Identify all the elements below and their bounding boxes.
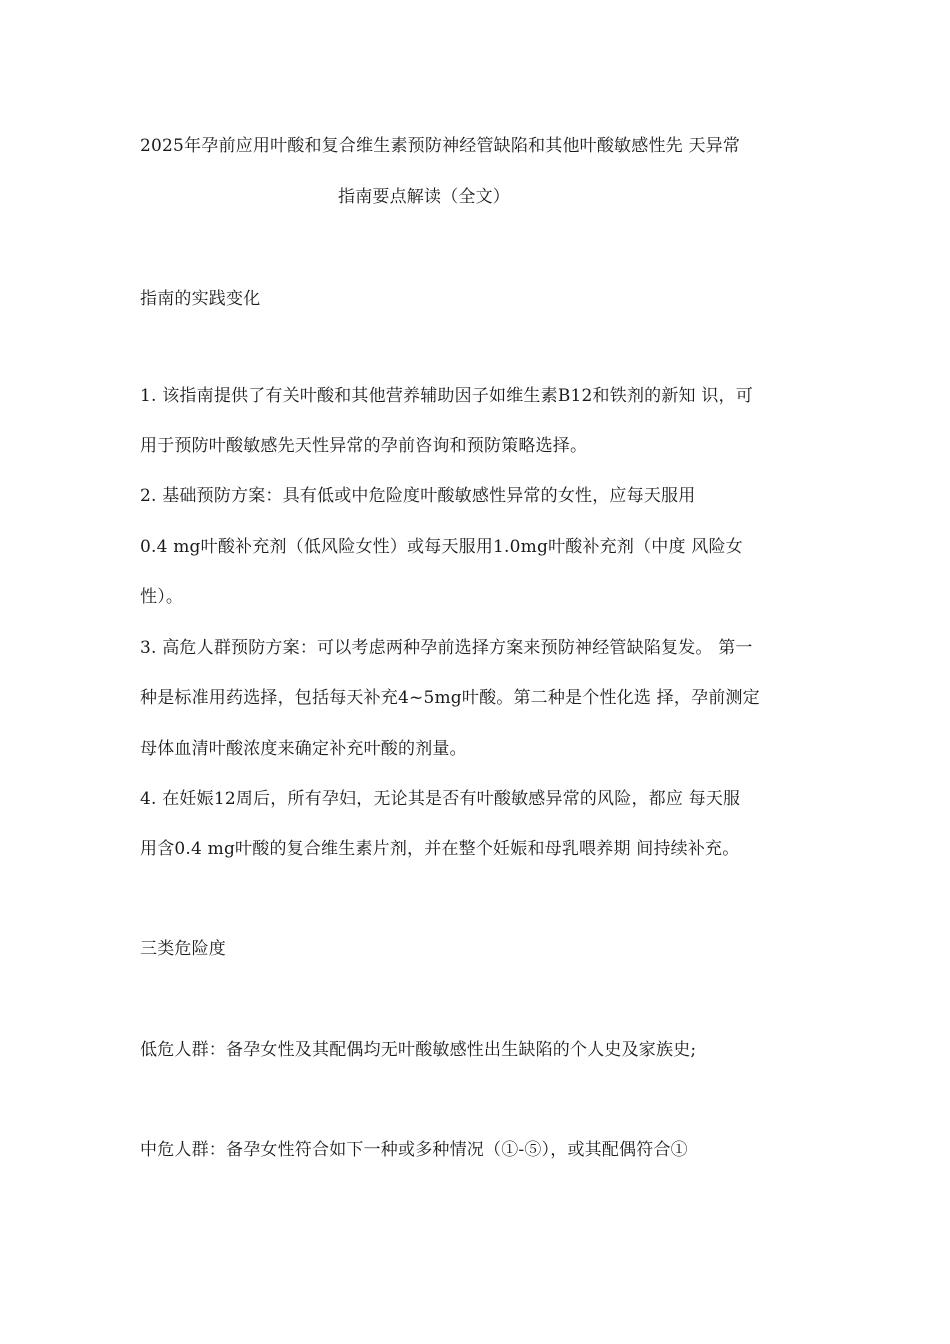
document-title-line2: 指南要点解读（全文） — [338, 187, 510, 207]
paragraph-1-line-2: 用于预防叶酸敏感先天性异常的孕前咨询和预防策略选择。 — [140, 436, 588, 456]
paragraph-2-line-2: 0.4 mg叶酸补充剂（低风险女性）或每天服用1.0mg叶酸补充剂（中度 风险女 — [140, 537, 743, 557]
document-title-line1: 2025年孕前应用叶酸和复合维生素预防神经管缺陷和其他叶酸敏感性先 天异常 — [140, 136, 741, 156]
mid-risk-paragraph: 中危人群：备孕女性符合如下一种或多种情况（①-⑤），或其配偶符合① — [140, 1140, 688, 1160]
paragraph-1-line-1: 1. 该指南提供了有关叶酸和其他营养辅助因子如维生素B12和铁剂的新知 识，可 — [140, 386, 753, 406]
section-heading-risk-levels: 三类危险度 — [140, 939, 226, 959]
paragraph-4-line-2: 用含0.4 mg叶酸的复合维生素片剂，并在整个妊娠和母乳喂养期 间持续补充。 — [140, 839, 740, 859]
low-risk-paragraph: 低危人群：备孕女性及其配偶均无叶酸敏感性出生缺陷的个人史及家族史; — [140, 1040, 697, 1060]
paragraph-2-line-3: 性）。 — [140, 587, 184, 607]
paragraph-3-line-1: 3. 高危人群预防方案：可以考虑两种孕前选择方案来预防神经管缺陷复发。 第一 — [140, 638, 753, 658]
paragraph-2-line-1: 2. 基础预防方案：具有低或中危险度叶酸敏感性异常的女性，应每天服用 — [140, 486, 696, 506]
section-heading-practice-changes: 指南的实践变化 — [140, 289, 261, 309]
paragraph-3-line-2: 种是标准用药选择，包括每天补充4~5mg叶酸。第二种是个性化选 择，孕前测定 — [140, 688, 760, 708]
paragraph-4-line-1: 4. 在妊娠12周后，所有孕妇，无论其是否有叶酸敏感异常的风险，都应 每天服 — [140, 789, 741, 809]
paragraph-3-line-3: 母体血清叶酸浓度来确定补充叶酸的剂量。 — [140, 739, 467, 759]
